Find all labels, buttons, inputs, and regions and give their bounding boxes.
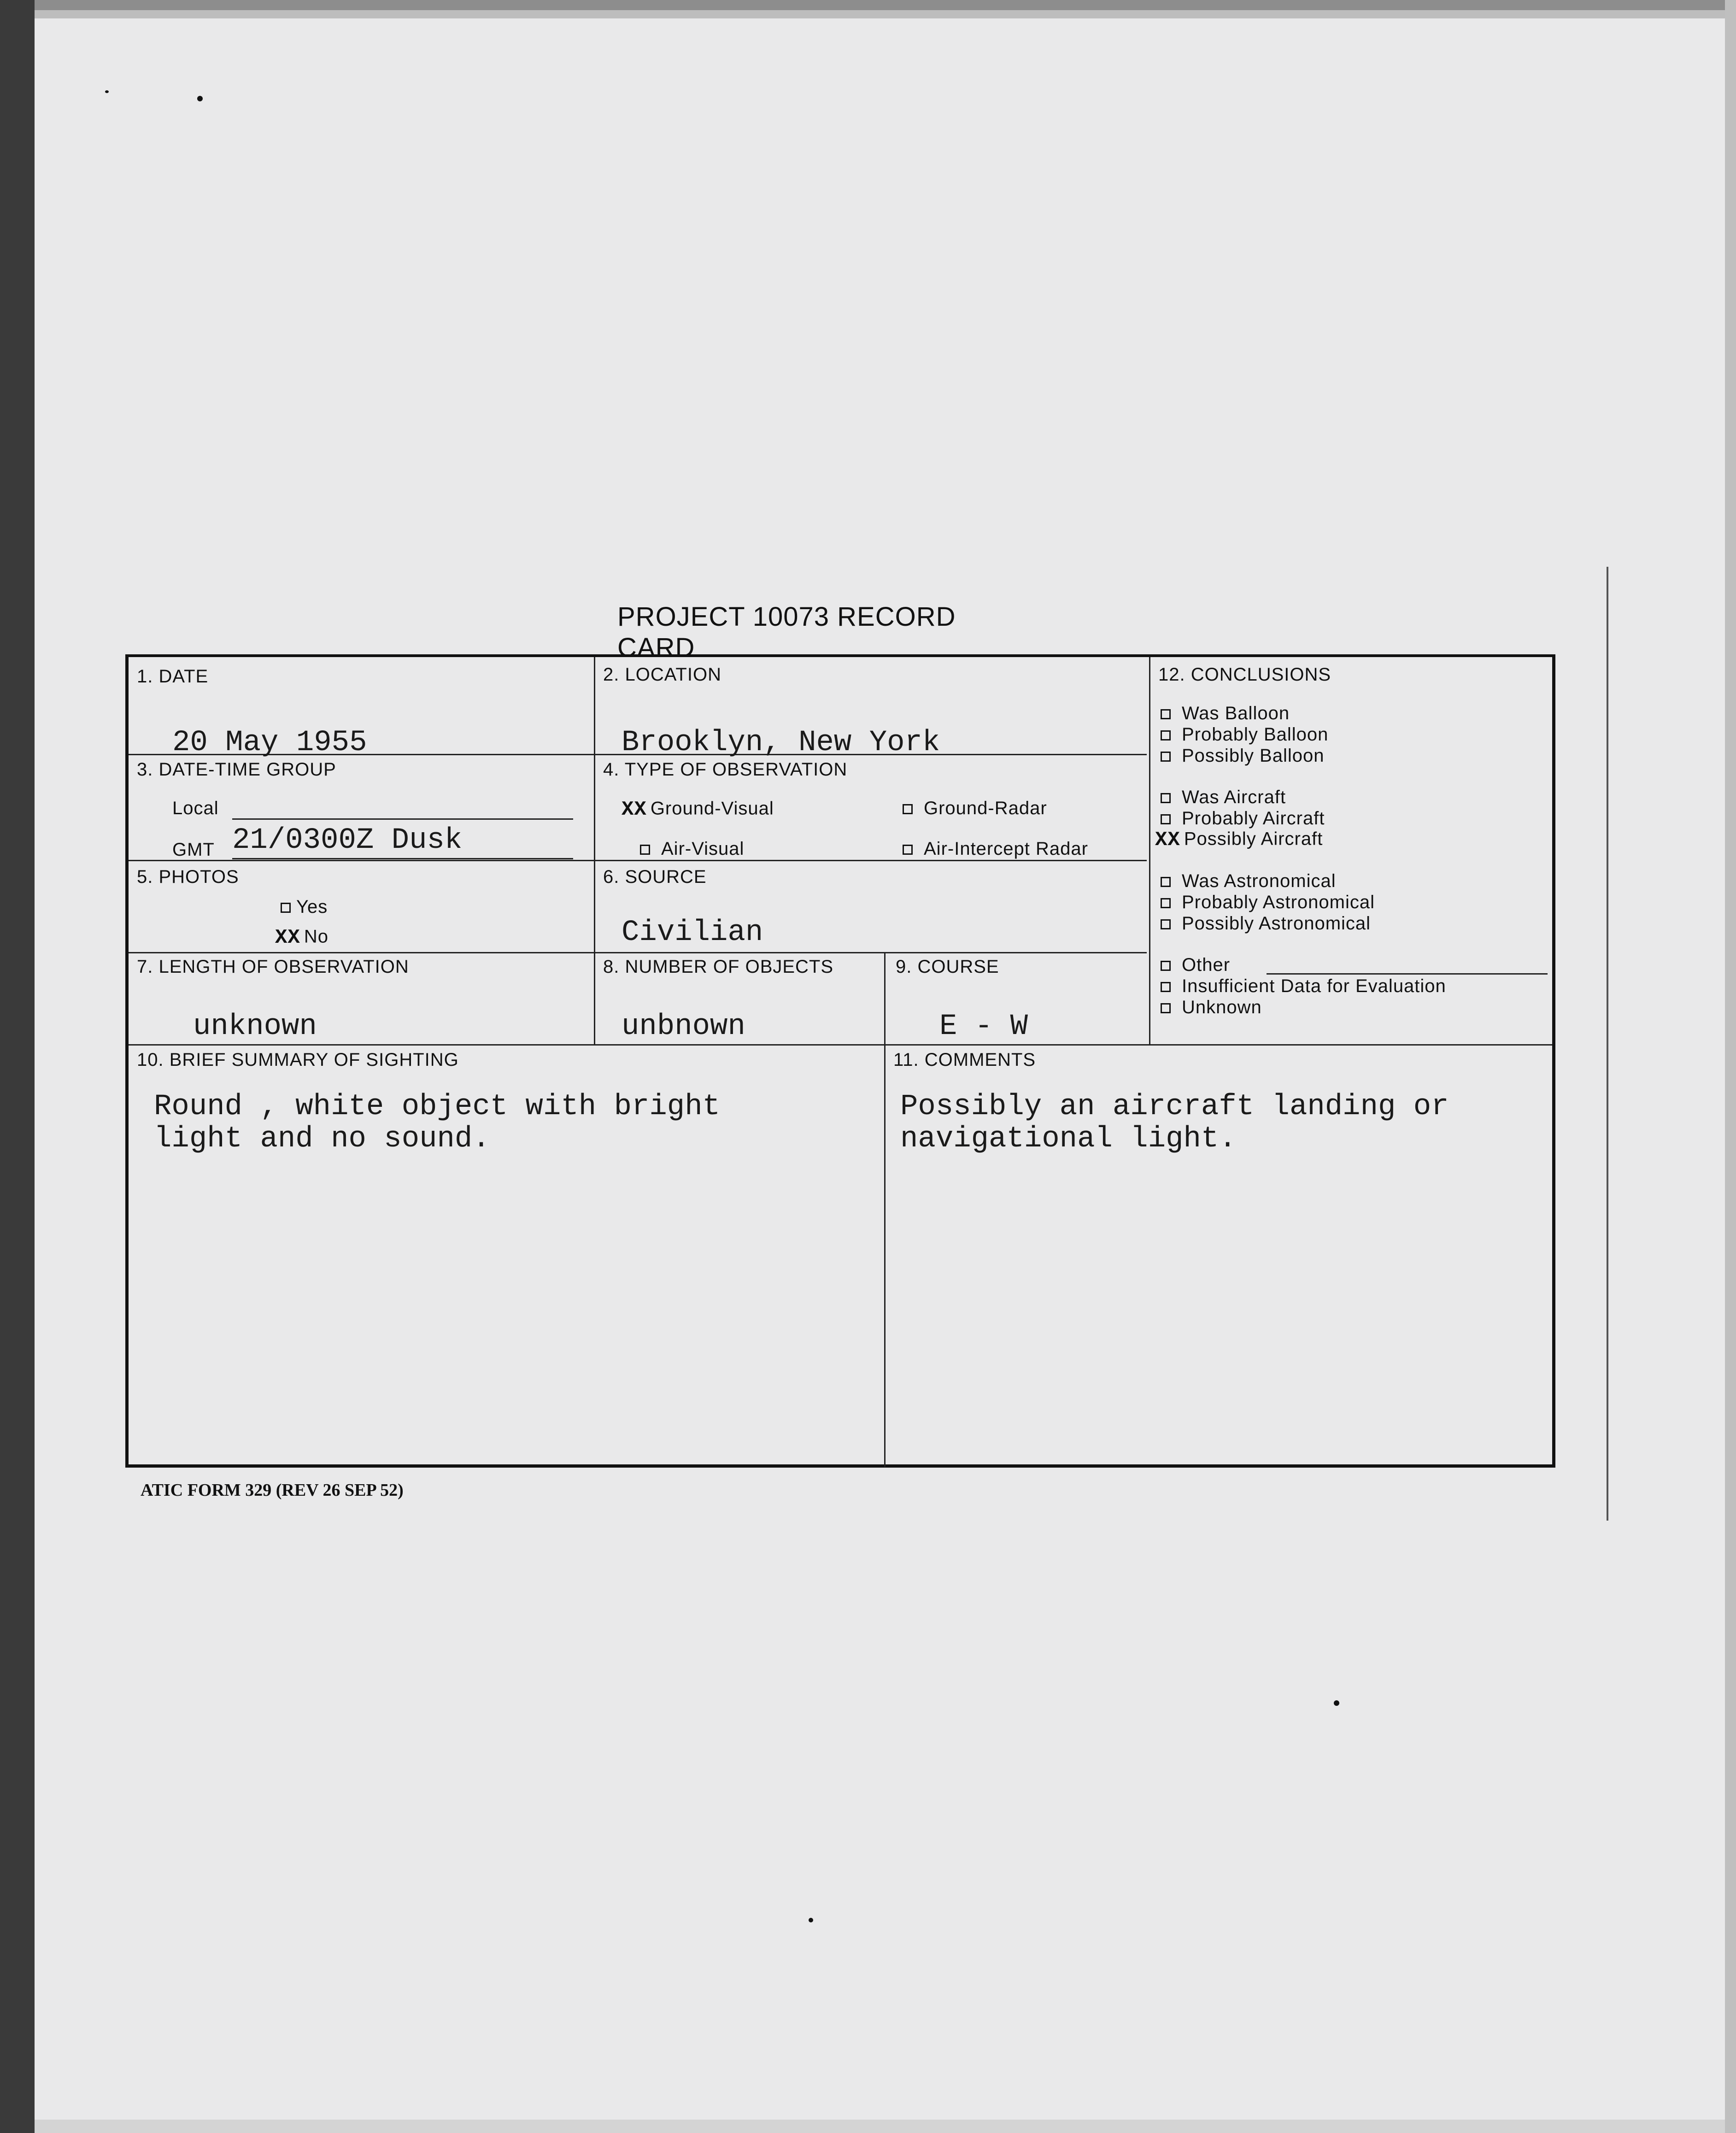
scan-edge-top-inner — [28, 10, 1736, 18]
conclusion-text: Was Aircraft — [1182, 787, 1286, 807]
conclusion-insufficient-data — [1161, 976, 1446, 997]
scan-edge-right — [1725, 0, 1736, 2133]
length-label: 7. LENGTH OF OBSERVATION — [137, 957, 409, 977]
checkbox — [1161, 730, 1171, 740]
conclusion-text: Unknown — [1182, 997, 1262, 1017]
speck — [1334, 1700, 1339, 1706]
photos-yes-text: Yes — [296, 897, 328, 917]
ground-radar-text: Ground-Radar — [924, 798, 1047, 818]
conclusion-text: Possibly Aircraft — [1184, 829, 1323, 849]
checkbox — [903, 845, 913, 855]
summary-line-1: Round , white object with bright — [154, 1090, 720, 1123]
conclusion-text: Was Balloon — [1182, 703, 1290, 723]
scan-crease-line — [1607, 567, 1608, 1521]
photos-no-mark: XX — [275, 926, 300, 949]
conclusion-text: Probably Aircraft — [1182, 808, 1325, 829]
comments-line-2: navigational light. — [900, 1122, 1237, 1156]
checkbox — [1161, 961, 1171, 971]
gmt-underline — [232, 858, 573, 859]
conclusion-possibly-balloon — [1161, 746, 1325, 766]
col-line — [594, 657, 595, 1044]
location-label: 2. LOCATION — [603, 664, 721, 685]
location-value: Brooklyn, New York — [622, 726, 940, 759]
conclusion-probably-astronomical — [1161, 892, 1375, 913]
comments-line-1: Possibly an aircraft landing or — [900, 1090, 1449, 1123]
source-label: 6. SOURCE — [603, 867, 707, 887]
comments-label: 11. COMMENTS — [893, 1050, 1036, 1070]
conclusion-was-astronomical — [1161, 871, 1336, 892]
col-line — [884, 952, 886, 1467]
other-underline — [1267, 973, 1548, 975]
photos-no-option — [275, 926, 328, 949]
conclusion-text: Probably Astronomical — [1182, 892, 1375, 912]
checkbox — [1161, 982, 1171, 992]
photos-no-text: No — [304, 926, 328, 947]
air-visual-option — [640, 839, 744, 859]
row-line — [129, 860, 1147, 861]
summary-label: 10. BRIEF SUMMARY OF SIGHTING — [137, 1050, 459, 1070]
gmt-label: GMT — [172, 840, 215, 860]
checkbox — [1161, 877, 1171, 887]
checkbox — [640, 845, 650, 855]
conclusion-text: Possibly Balloon — [1182, 746, 1325, 766]
ground-visual-mark: XX — [622, 798, 647, 821]
photos-label: 5. PHOTOS — [137, 867, 239, 887]
conclusion-possibly-astronomical — [1161, 913, 1371, 934]
conclusion-text: Other — [1182, 955, 1231, 975]
row-line — [129, 1044, 1552, 1046]
conclusion-text: Probably Balloon — [1182, 724, 1329, 745]
checkbox — [1161, 752, 1171, 762]
speck — [809, 1918, 813, 1922]
air-intercept-option — [903, 839, 1088, 859]
conclusion-possibly-aircraft — [1155, 829, 1323, 852]
type-label: 4. TYPE OF OBSERVATION — [603, 759, 848, 780]
air-visual-text: Air-Visual — [661, 839, 745, 859]
local-label: Local — [172, 798, 219, 818]
date-value: 20 May 1955 — [172, 726, 367, 759]
objects-label: 8. NUMBER OF OBJECTS — [603, 957, 834, 977]
conclusion-unknown — [1161, 997, 1262, 1018]
checkbox — [1161, 814, 1171, 824]
course-label: 9. COURSE — [896, 957, 999, 977]
ground-radar-option — [903, 798, 1047, 819]
card-title: PROJECT 10073 RECORD CARD — [617, 602, 956, 663]
conclusion-text: Was Astronomical — [1182, 871, 1336, 891]
row-line — [129, 952, 1147, 953]
possibly-aircraft-mark: XX — [1155, 829, 1180, 852]
conclusion-was-balloon — [1161, 703, 1290, 724]
ground-visual-option — [622, 798, 774, 821]
gmt-value: 21/0300Z Dusk — [232, 824, 463, 857]
checkbox — [1161, 919, 1171, 929]
conclusion-was-aircraft — [1161, 787, 1286, 808]
conclusion-text: Possibly Astronomical — [1182, 913, 1371, 934]
conclusion-text: Insufficient Data for Evaluation — [1182, 976, 1446, 996]
length-value: unknown — [193, 1010, 317, 1043]
dtg-label: 3. DATE-TIME GROUP — [137, 759, 336, 780]
checkbox — [1161, 898, 1171, 908]
course-value: E - W — [939, 1010, 1028, 1043]
conclusion-probably-balloon — [1161, 724, 1328, 745]
photos-yes-option — [281, 897, 328, 917]
objects-value: unbnown — [622, 1010, 745, 1043]
checkbox — [1161, 709, 1171, 719]
conclusions-label: 12. CONCLUSIONS — [1158, 664, 1331, 685]
form-number: ATIC FORM 329 (REV 26 SEP 52) — [141, 1481, 404, 1500]
conclusion-probably-aircraft — [1161, 808, 1325, 829]
local-underline — [232, 818, 573, 820]
speck — [105, 90, 109, 93]
speck — [197, 96, 203, 101]
checkbox — [281, 903, 291, 913]
col-line — [1149, 657, 1150, 1044]
record-card — [125, 654, 1555, 1468]
scan-edge-left — [0, 0, 35, 2133]
air-intercept-text: Air-Intercept Radar — [924, 839, 1088, 859]
summary-line-2: light and no sound. — [154, 1122, 490, 1156]
conclusion-other — [1161, 955, 1230, 975]
checkbox — [1161, 793, 1171, 803]
source-value: Civilian — [622, 916, 763, 949]
ground-visual-text: Ground-Visual — [650, 798, 774, 819]
checkbox — [1161, 1003, 1171, 1013]
scan-edge-top — [0, 0, 1736, 10]
date-label: 1. DATE — [137, 666, 209, 687]
checkbox — [903, 804, 913, 814]
